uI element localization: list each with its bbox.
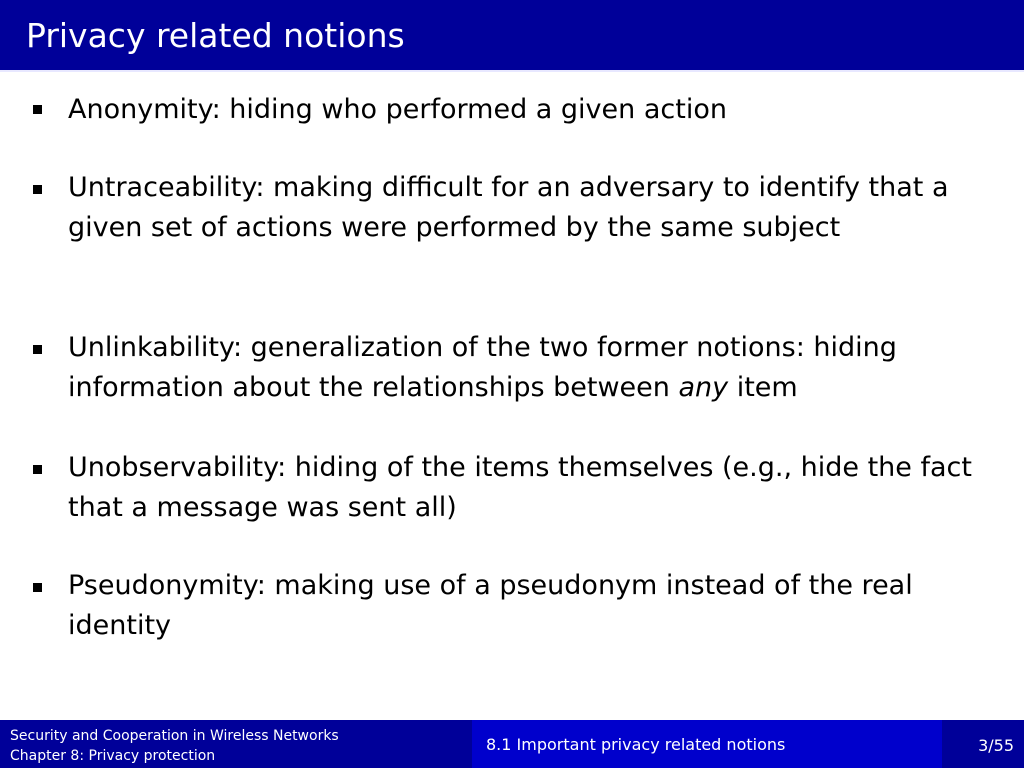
bullet-text-start: Unlinkability: generalization of the two former notions: hiding information about the relationships between xyxy=(68,332,897,403)
bullet-text: Anonymity: hiding who performed a given action xyxy=(68,94,727,125)
footer-book-title: Security and Cooperation in Wireless Networks xyxy=(10,728,339,744)
emphasized-word: any xyxy=(678,372,729,403)
square-bullet-icon xyxy=(33,105,42,114)
page-number: 3/55 xyxy=(978,736,1014,755)
square-bullet-icon xyxy=(33,465,42,474)
footer-page-area xyxy=(942,720,1024,768)
footer-section-box xyxy=(472,720,942,768)
square-bullet-icon xyxy=(33,185,42,194)
square-bullet-icon xyxy=(33,583,42,592)
bullet-text: Unobservability: hiding of the items themselves (e.g., hide the fact that a message was sent all) xyxy=(68,452,972,523)
footer-section-area xyxy=(372,720,942,768)
footer-book-info xyxy=(0,720,372,768)
bullet-text-end: item xyxy=(728,372,798,403)
bullet-text xyxy=(68,328,1008,408)
footer-chapter: Chapter 8: Privacy protection xyxy=(10,748,216,764)
bullet-text: Untraceability: making difficult for an adversary to identify that a given set of actions were performed by the same subject xyxy=(68,172,949,243)
bullet-text: Pseudonymity: making use of a pseudonym instead of the real identity xyxy=(68,570,913,641)
footer-section-title: 8.1 Important privacy related notions xyxy=(486,735,786,754)
title-bar xyxy=(0,0,1024,72)
square-bullet-icon xyxy=(33,345,42,354)
slide-title: Privacy related notions xyxy=(26,16,405,55)
